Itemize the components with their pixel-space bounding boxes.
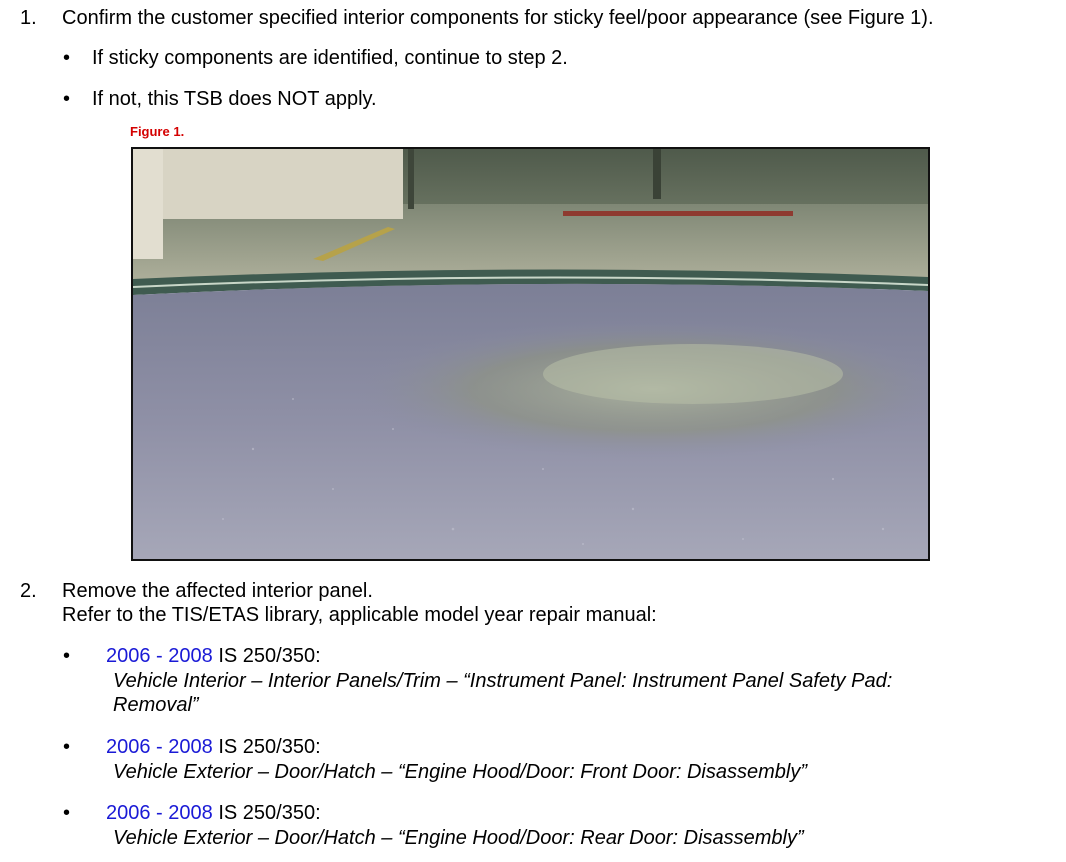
- figure-1-photo: [131, 147, 930, 561]
- bullet-icon: •: [63, 736, 71, 758]
- dashboard-photo-image: [133, 149, 928, 559]
- ref-1-year-start-link[interactable]: 2006: [106, 645, 151, 667]
- bullet-icon: •: [63, 802, 71, 824]
- ref-3-path-line-1: Vehicle Exterior – Door/Hatch – “Engine Hood/Door: Rear Door: Disassembly”: [113, 827, 804, 849]
- ref-2-year-end-link[interactable]: 2008: [168, 736, 213, 758]
- ref-1-path-line-1: Vehicle Interior – Interior Panels/Trim – “Instrument Panel: Instrument Panel Safety Pad:: [113, 670, 893, 692]
- step-1-text: Confirm the customer specified interior components for sticky feel/poor appearance (see Figure 1).: [62, 7, 934, 29]
- ref-1-year-sep: -: [150, 645, 169, 667]
- ref-3-heading: [106, 802, 321, 825]
- ref-1-path-line-2: Removal”: [113, 694, 199, 716]
- ref-1-model: IS 250/350:: [212, 645, 321, 667]
- bullet-icon: •: [63, 645, 71, 667]
- ref-3-year-end-link[interactable]: 2008: [168, 802, 213, 824]
- ref-3-model: IS 250/350:: [212, 802, 321, 824]
- ref-2-year-sep: -: [150, 736, 169, 758]
- ref-3-year-sep: -: [150, 802, 169, 824]
- ref-1-year-end-link[interactable]: 2008: [168, 645, 213, 667]
- ref-2-model: IS 250/350:: [212, 736, 321, 758]
- ref-1-heading: [106, 645, 321, 668]
- step-2-number: 2.: [20, 580, 37, 602]
- ref-3-year-start-link[interactable]: 2006: [106, 802, 151, 824]
- ref-2-path-line-1: Vehicle Exterior – Door/Hatch – “Engine Hood/Door: Front Door: Disassembly”: [113, 761, 807, 783]
- step-2-line-2: Refer to the TIS/ETAS library, applicable model year repair manual:: [62, 604, 657, 626]
- figure-label: Figure 1.: [130, 124, 185, 139]
- bullet-icon: •: [63, 88, 71, 110]
- step-1-bullet-2: If not, this TSB does NOT apply.: [92, 88, 377, 110]
- step-1-number: 1.: [20, 7, 37, 29]
- bullet-icon: •: [63, 47, 71, 69]
- step-2-line-1: Remove the affected interior panel.: [62, 580, 373, 602]
- ref-2-year-start-link[interactable]: 2006: [106, 736, 151, 758]
- ref-2-heading: [106, 736, 321, 759]
- step-1-bullet-1: If sticky components are identified, continue to step 2.: [92, 47, 568, 69]
